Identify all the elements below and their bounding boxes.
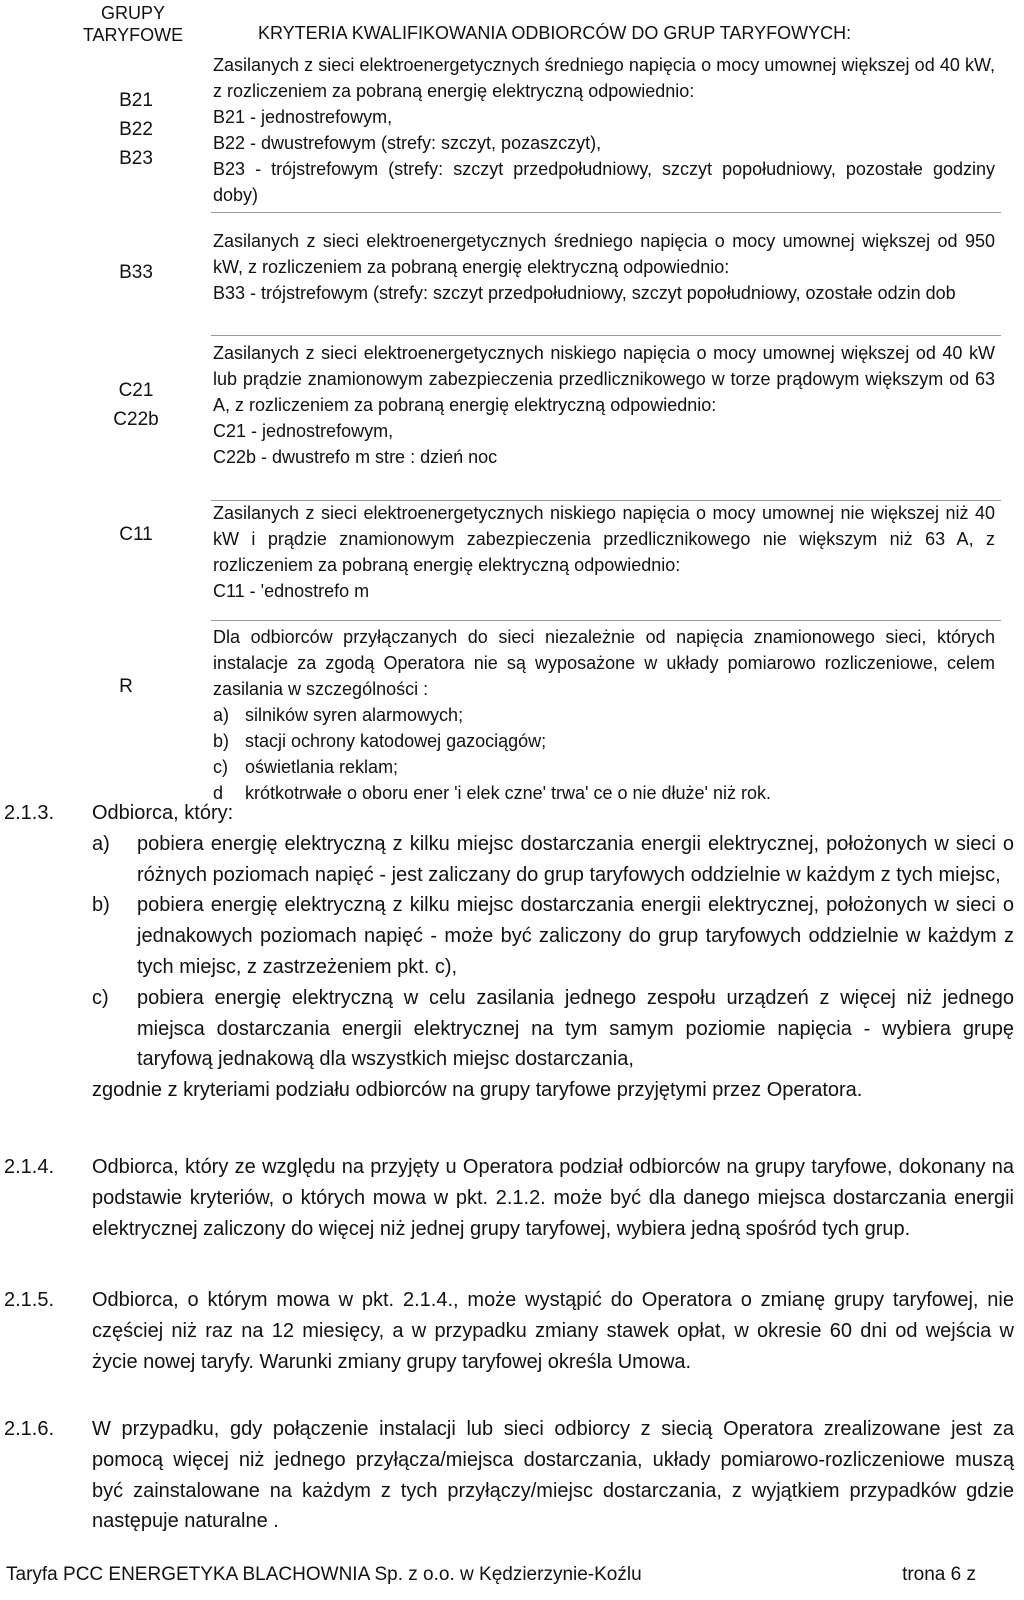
tariff-codes [96,86,176,173]
criteria-option: B33 - trójstrefowym (strefy: szczyt przedpołudniowy, szczyt popołudniowy, ozostałe odzin dob [213,283,956,303]
list-text: stacji ochrony katodowej gazociągów; [245,731,547,751]
list-text: krótkotrwałe o oboru ener 'i elek czne' trwa' ce o nie dłuże' niż rok. [245,783,771,803]
tariff-code: C22b [113,409,159,430]
tariff-criteria [213,228,995,306]
footer-title: Taryfa PCC ENERGETYKA BLACHOWNIA Sp. z o.o. w Kędzierzynie-Koźlu [6,1564,642,1585]
tariff-code: C21 [118,380,154,401]
section-text: Odbiorca, który ze względu na przyjęty u Operatora podział odbiorców na grupy taryfowe, dokonany na podstawie kryteriów, o których mowa w pkt. 2.1.2. może być dla danego miejsca dostarczania energii elektrycznej zaliczony do więcej niż jednej grupy taryfowej, wybiera jedną spośród tych grup. [92,1156,1014,1240]
row-divider [211,212,1001,213]
tariff-criteria [213,340,995,470]
list-marker: b) [213,731,230,751]
section-number: 2.1.5. [4,1289,55,1311]
tariff-criteria [213,624,995,806]
criteria-option: B21 - jednostrefowym, [213,107,393,127]
section-2-1-5 [4,1285,1014,1377]
list-item [92,983,1014,1075]
tariff-codes [106,672,146,701]
tariff-code: C11 [119,524,153,545]
tariff-code: B22 [119,119,153,140]
criteria-option: B23 - trójstrefowym (strefy: szczyt przedpołudniowy, szczyt popołudniowy, pozostałe godziny doby) [213,159,995,205]
list-text: pobiera energię elektryczną z kilku miejsc dostarczania energii elektrycznej, położonych w sieci o jednakowych poziomach napięć - może być zaliczony do grup taryfowych oddzielnie w każdym z tych miejsc, z zastrzeżeniem pkt. c), [137,894,1014,978]
tariff-codes [96,520,176,549]
section-intro: Odbiorca, który: [92,802,234,824]
column-header-criteria: KRYTERIA KWALIFIKOWANIA ODBIORCÓW DO GRUP TARYFOWYCH: [258,23,852,43]
criteria-text: Zasilanych z sieci elektroenergetycznych średniego napięcia o mocy umownej większej od 950 kW, z rozliczeniem za pobraną energię elektryczną odpowiednio: [213,231,995,277]
section-number: 2.1.4. [4,1156,55,1178]
tariff-code: B21 [119,90,153,111]
tariff-criteria [213,52,995,208]
tariff-code: B33 [119,262,153,283]
criteria-option: C11 - 'ednostrefo m [213,581,370,601]
list-marker: d [213,783,224,803]
tariff-criteria [213,500,995,604]
tariff-code: R [119,676,133,697]
section-2-1-3 [4,798,1014,1106]
list-marker: a) [213,705,230,725]
section-number: 2.1.6. [4,1418,55,1440]
section-outro: zgodnie z kryteriami podziału odbiorców na grupy taryfowe przyjętymi przez Operatora. [92,1079,863,1102]
list-item [92,829,1014,891]
list-marker: a) [92,832,110,855]
list-text: pobiera energię elektryczną w celu zasilania jednego zespołu urządzeń z więcej niż jednego miejsca dostarczania energii elektrycznej na tym samym poziomie napięcia - wybiera grupę taryfową jednakową dla wszystkich miejsc dostarczania, [137,986,1014,1071]
criteria-option: C22b - dwustrefo m stre : dzień noc [213,447,498,467]
criteria-option: C21 - jednostrefowym, [213,421,394,441]
section-2-1-4 [4,1152,1014,1244]
page-number: trona 6 z [902,1564,976,1585]
criteria-list-item [213,728,995,754]
criteria-list-item [213,702,995,728]
list-marker: b) [92,894,110,917]
tariff-code: B23 [119,148,153,169]
row-divider [211,335,1001,336]
list-marker: c) [92,986,109,1009]
section-2-1-6 [4,1414,1014,1537]
tariff-codes [96,376,176,434]
section-text: W przypadku, gdy połączenie instalacji lub sieci odbiorcy z siecią Operatora zrealizowane jest za pomocą więcej niż jednego przyłącza/miejsca dostarczania, układy pomiarowo-rozliczeniowe muszą być zainstalowane na każdym z tych przyłączy/miejsc dostarczania, z wyjątkiem przypadków gdzie następuje naturalne . [92,1418,1014,1533]
section-number: 2.1.3. [4,802,55,824]
criteria-text: Dla odbiorców przyłączanych do sieci niezależnie od napięcia znamionowego sieci, których instalacje za zgodą Operatora nie są wyposażone w układy pomiarowo rozliczeniowe, celem zasilania w szczególności : [213,627,995,699]
list-text: pobiera energię elektryczną z kilku miejsc dostarczania energii elektrycznej, położonych w sieci o różnych poziomach napięć - jest zaliczany do grup taryfowych oddzielnie w każdym z tych miejsc, [137,832,1014,886]
list-marker: c) [213,757,228,777]
row-divider [211,620,1001,621]
criteria-text: Zasilanych z sieci elektroenergetycznych średniego napięcia o mocy umownej większej od 40 kW, z rozliczeniem za pobraną energię elektryczną odpowiednio: [213,55,995,101]
criteria-text: Zasilanych z sieci elektroenergetycznych niskiego napięcia o mocy umownej większej od 40 kW lub prądzie znamionowym zabezpieczenia przedlicznikowego w torze prądowym większym od 63 A, z rozliczeniem za pobraną energię elektryczną odpowiednio: [213,343,995,415]
criteria-list-item [213,754,995,780]
column-header-groups: GRUPY TARYFOWE [82,3,184,45]
list-text: oświetlania reklam; [245,757,399,777]
tariff-codes [96,258,176,287]
criteria-text: Zasilanych z sieci elektroenergetycznych niskiego napięcia o mocy umownej nie większej niż 40 kW i prądzie znamionowym zabezpieczenia przedlicznikowego nie większym niż 63 A, z rozliczeniem za pobraną energię elektryczną odpowiednio: [213,503,995,575]
criteria-option: B22 - dwustrefowym (strefy: szczyt, pozaszczyt), [213,133,602,153]
list-item [92,890,1014,982]
list-text: silników syren alarmowych; [245,705,464,725]
section-text: Odbiorca, o którym mowa w pkt. 2.1.4., może wystąpić do Operatora o zmianę grupy taryfowej, nie częściej niż raz na 12 miesięcy, a w przypadku zmiany stawek opłat, w okresie 60 dni od wejścia w życie nowej taryfy. Warunki zmiany grupy taryfowej określa Umowa. [92,1289,1014,1373]
